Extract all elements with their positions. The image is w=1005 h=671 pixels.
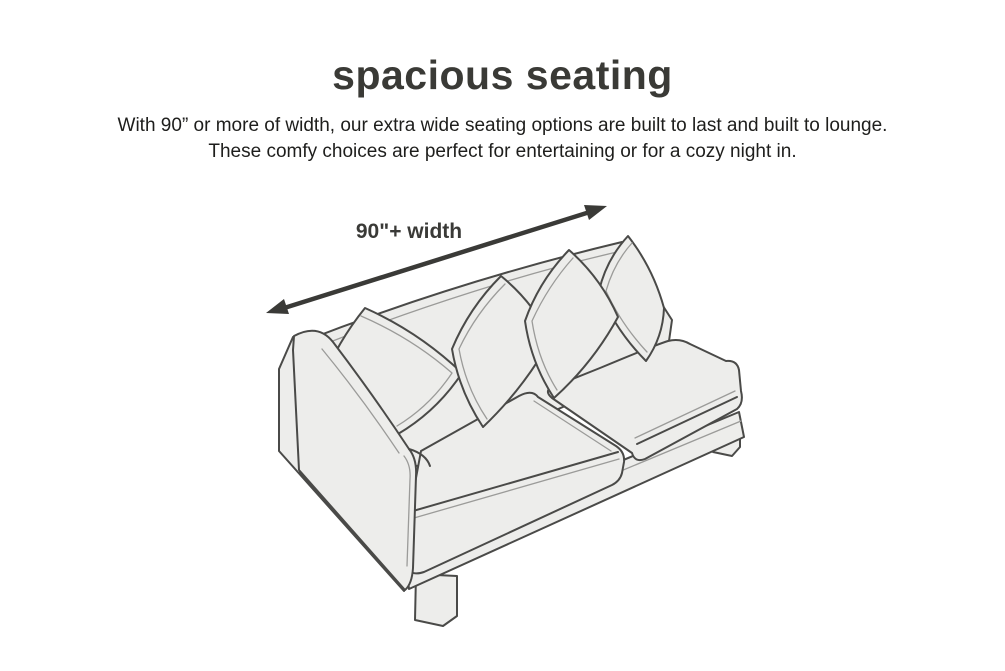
page-title: spacious seating [332,52,673,98]
dimension-label: 90"+ width [355,220,463,243]
arrowhead-left [266,299,289,314]
sofa-illustration [279,236,744,626]
description-line-1: With 90” or more of width, our extra wide seating options are built to last and built to lounge. [117,115,888,136]
description-line-2: These comfy choices are perfect for entertaining or for a cozy night in. [208,141,797,162]
arrowhead-right [584,205,607,220]
